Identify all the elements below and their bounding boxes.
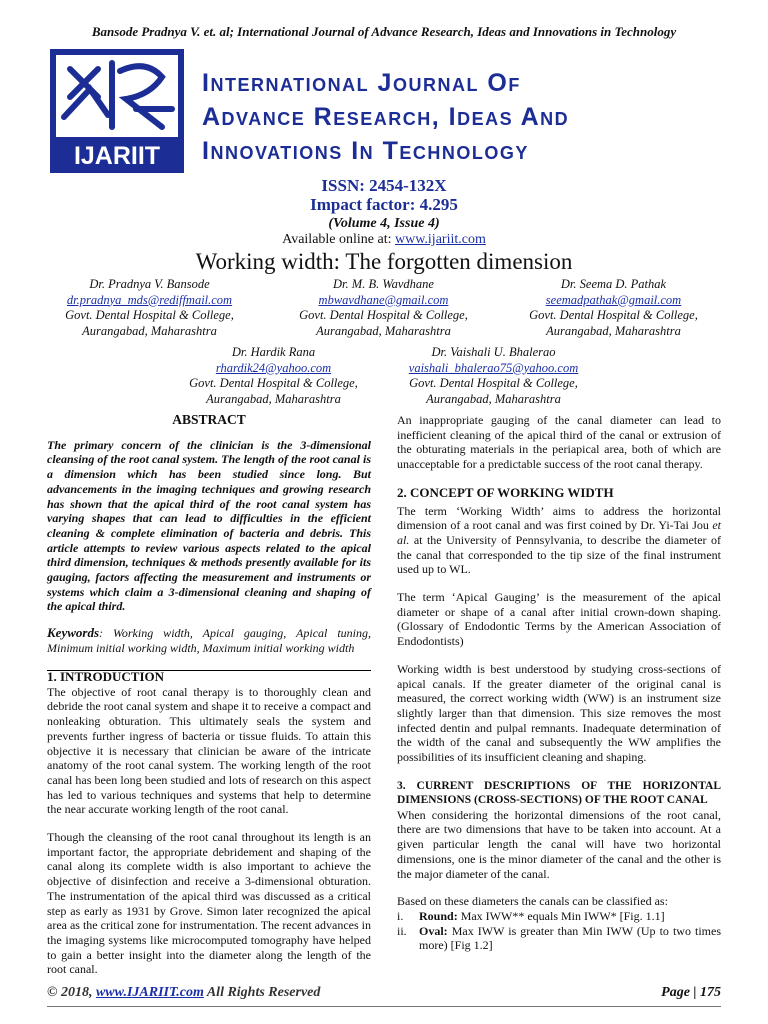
author-location: Aurangabad, Maharashtra: [206, 391, 341, 406]
author-affiliation: Govt. Dental Hospital & College,: [65, 308, 234, 322]
author-email-link[interactable]: vaishali_bhalerao75@yahoo.com: [408, 360, 579, 375]
abstract-text: The primary concern of the clinician is the 3-dimensional cleansing of the root canal system. The length of the root canal is a dimension which has been studied since long. But advancements in the imaging techniques and growing research has shown that the apical third of the root canal system has varying shapes that can lead to difficulties in the efficient cleaning & complete elimination of bacteria and debris. This article attempts to review various aspects related to the apical third dimension, techniques & methods presently available for its gauging, factors affecting the measurement and instruments or systems which claim a 3-dimensional cleaning and shaping of the apical third.: [47, 437, 371, 614]
keywords-text: : Working width, Apical gauging, Apical tuning, Minimum initial working width, Maximum initial working width: [47, 626, 371, 655]
body-paragraph: Working width is best understood by studying cross-sections of apical canals. If the greater diameter of the original canal is measured, the correct working width (WW) is an instrument size slightly larger than that dimension. This size removes the most infected dentin and pulpal remnants. Inadequate determination of the width of the canal and subsequently the WW amplifies the possibilities of its insufficient cleaning and shaping.: [397, 661, 721, 765]
abstract-heading: ABSTRACT: [172, 412, 246, 427]
paper-title: Working width: The forgotten dimension: [195, 249, 573, 274]
author-block: [166, 345, 381, 407]
author-location: Aurangabad, Maharashtra: [316, 323, 451, 338]
list-number: ii.: [397, 923, 407, 938]
keywords: [47, 626, 371, 655]
author-name: Dr. Pradnya V. Bansode: [89, 277, 210, 291]
author-name: Dr. Seema D. Pathak: [560, 277, 667, 291]
svg-text:IJARIIT: IJARIIT: [73, 142, 161, 170]
journal-title-line: International Journal Of: [202, 69, 521, 97]
keywords-label: Keywords: [47, 625, 99, 641]
copyright-suffix: All Rights Reserved: [203, 985, 321, 1000]
issn: ISSN: 2454-132X: [321, 176, 447, 195]
definition-text: The term ‘Working Width’ aims to address the horizontal dimension of a root canal and was first coined by Dr. Yi-Tai Jou: [397, 503, 721, 533]
author-affiliation: Govt. Dental Hospital & College,: [299, 308, 468, 322]
section-3-heading: 3. CURRENT DESCRIPTIONS OF THE HORIZONTAL DIMENSIONS (CROSS-SECTIONS) OF THE ROOT CANAL: [397, 779, 721, 807]
class-text: Max IWW is greater than Min IWW (Up to two times more) [Fig 1.2]: [419, 923, 721, 953]
author-location: Aurangabad, Maharashtra: [82, 323, 217, 338]
introduction-heading: 1. INTRODUCTION: [47, 669, 165, 684]
copyright: [47, 985, 320, 1001]
class-label: Oval:: [419, 923, 448, 938]
apical-gauging-definition: The term ‘Apical Gauging’ is the measurement of the apical diameter or shape of a canal after initial crown-down shaping. (Glossary of Endodontic Terms by the American Association of Endodontists): [397, 590, 721, 649]
volume-issue: (Volume 4, Issue 4): [328, 216, 440, 231]
author-email-link[interactable]: seemadpathak@gmail.com: [545, 292, 682, 307]
author-name: Dr. M. B. Wavdhane: [333, 277, 434, 291]
class-text: Max IWW** equals Min IWW* [Fig. 1.1]: [457, 908, 665, 923]
impact-factor: Impact factor: 4.295: [310, 195, 458, 214]
list-item: [397, 909, 721, 924]
introduction-paragraph: Though the cleansing of the root canal throughout its length is an important factor, the appropriate debridement and shaping of the canal along its complete width is also important to achieve the objective of disinfection and receive a 3-dimensional obturation. The instrumentation of the apical third was discussed as a critical step as early as 1931 by Grove. Simon later recognized the apical area as the critical zone for instrumentation. The recent advances in the imaging systems like microcomputed tomography have helped to gain a better insight into the diameter along the length of the root canal.: [47, 830, 371, 977]
available-online-label: Available online at:: [282, 232, 395, 247]
author-name: Dr. Hardik Rana: [231, 345, 316, 359]
journal-title: [202, 66, 569, 168]
list-item: [397, 924, 721, 953]
right-column: [397, 413, 721, 953]
author-location: Aurangabad, Maharashtra: [426, 391, 561, 406]
left-column: [47, 413, 371, 656]
introduction-section: [47, 670, 371, 977]
working-width-definition: [397, 504, 721, 578]
section-2-heading: 2. CONCEPT OF WORKING WIDTH: [397, 484, 614, 500]
footer-rule: [47, 1006, 721, 1007]
footer-website-link[interactable]: www.IJARIIT.com: [95, 985, 204, 1000]
author-name: Dr. Vaishali U. Bhalerao: [431, 345, 556, 359]
class-label: Round:: [419, 908, 458, 923]
page-number: Page | 175: [661, 985, 721, 1000]
copyright-prefix: © 2018,: [47, 985, 96, 1000]
journal-website-link[interactable]: www.ijariit.com: [395, 232, 486, 247]
author-block: [276, 277, 491, 339]
body-paragraph: An inappropriate gauging of the canal diameter can lead to inefficient cleaning of the apical third of the canal or extrusion of the obturating materials in the periapical area, both of which are unacceptable for a predictable success of the root canal therapy.: [397, 413, 721, 472]
journal-title-line: Innovations In Technology: [202, 137, 529, 165]
author-email-link[interactable]: mbwavdhane@gmail.com: [318, 292, 449, 307]
author-block: [506, 277, 721, 339]
ijariit-logo: [50, 49, 184, 173]
list-number: i.: [397, 908, 404, 923]
canal-classification-list: [397, 909, 721, 953]
classification-intro: Based on these diameters the canals can be classified as:: [397, 894, 668, 909]
journal-title-line: Advance Research, Ideas And: [202, 103, 570, 131]
author-block: [386, 345, 601, 407]
author-email-link[interactable]: rhardik24@yahoo.com: [215, 360, 332, 375]
body-paragraph: When considering the horizontal dimensions of the root canal, there are two dimensions that have to be taken into account. At a given particular length the canal will have two horizontal dimensions, one is the minor diameter of the canal and the other is the major diameter of the canal.: [397, 807, 721, 881]
author-block: [42, 277, 257, 339]
running-head: Bansode Pradnya V. et. al; International Journal of Advance Research, Ideas and Innovations in Technology: [91, 24, 677, 39]
introduction-paragraph: The objective of root canal therapy is to thoroughly clean and debride the root canal system and shape it to receive a compact and nonleaking obturation. This ultimately seals the system and prevents further ingress of bacteria or tissue fluids. To attain this objective it is necessary that clinician be aware of the intricate anatomy of the root canal system. The working length of the root canal has been long been studied and lots of research on this aspect has led to various techniques and systems that help to determine the near accurate working length of the root canal.: [47, 684, 371, 817]
author-affiliation: Govt. Dental Hospital & College,: [529, 308, 698, 322]
author-email-link[interactable]: dr.pradnya_mds@rediffmail.com: [66, 292, 233, 307]
author-affiliation: Govt. Dental Hospital & College,: [409, 376, 578, 390]
available-online: [0, 232, 768, 248]
et-al: et al.: [397, 518, 721, 547]
definition-text: at the University of Pennsylvania, to describe the diameter of the canal that corresponded to the tip size of the final instrument used up to WL.: [397, 532, 721, 577]
author-location: Aurangabad, Maharashtra: [546, 323, 681, 338]
author-affiliation: Govt. Dental Hospital & College,: [189, 376, 358, 390]
